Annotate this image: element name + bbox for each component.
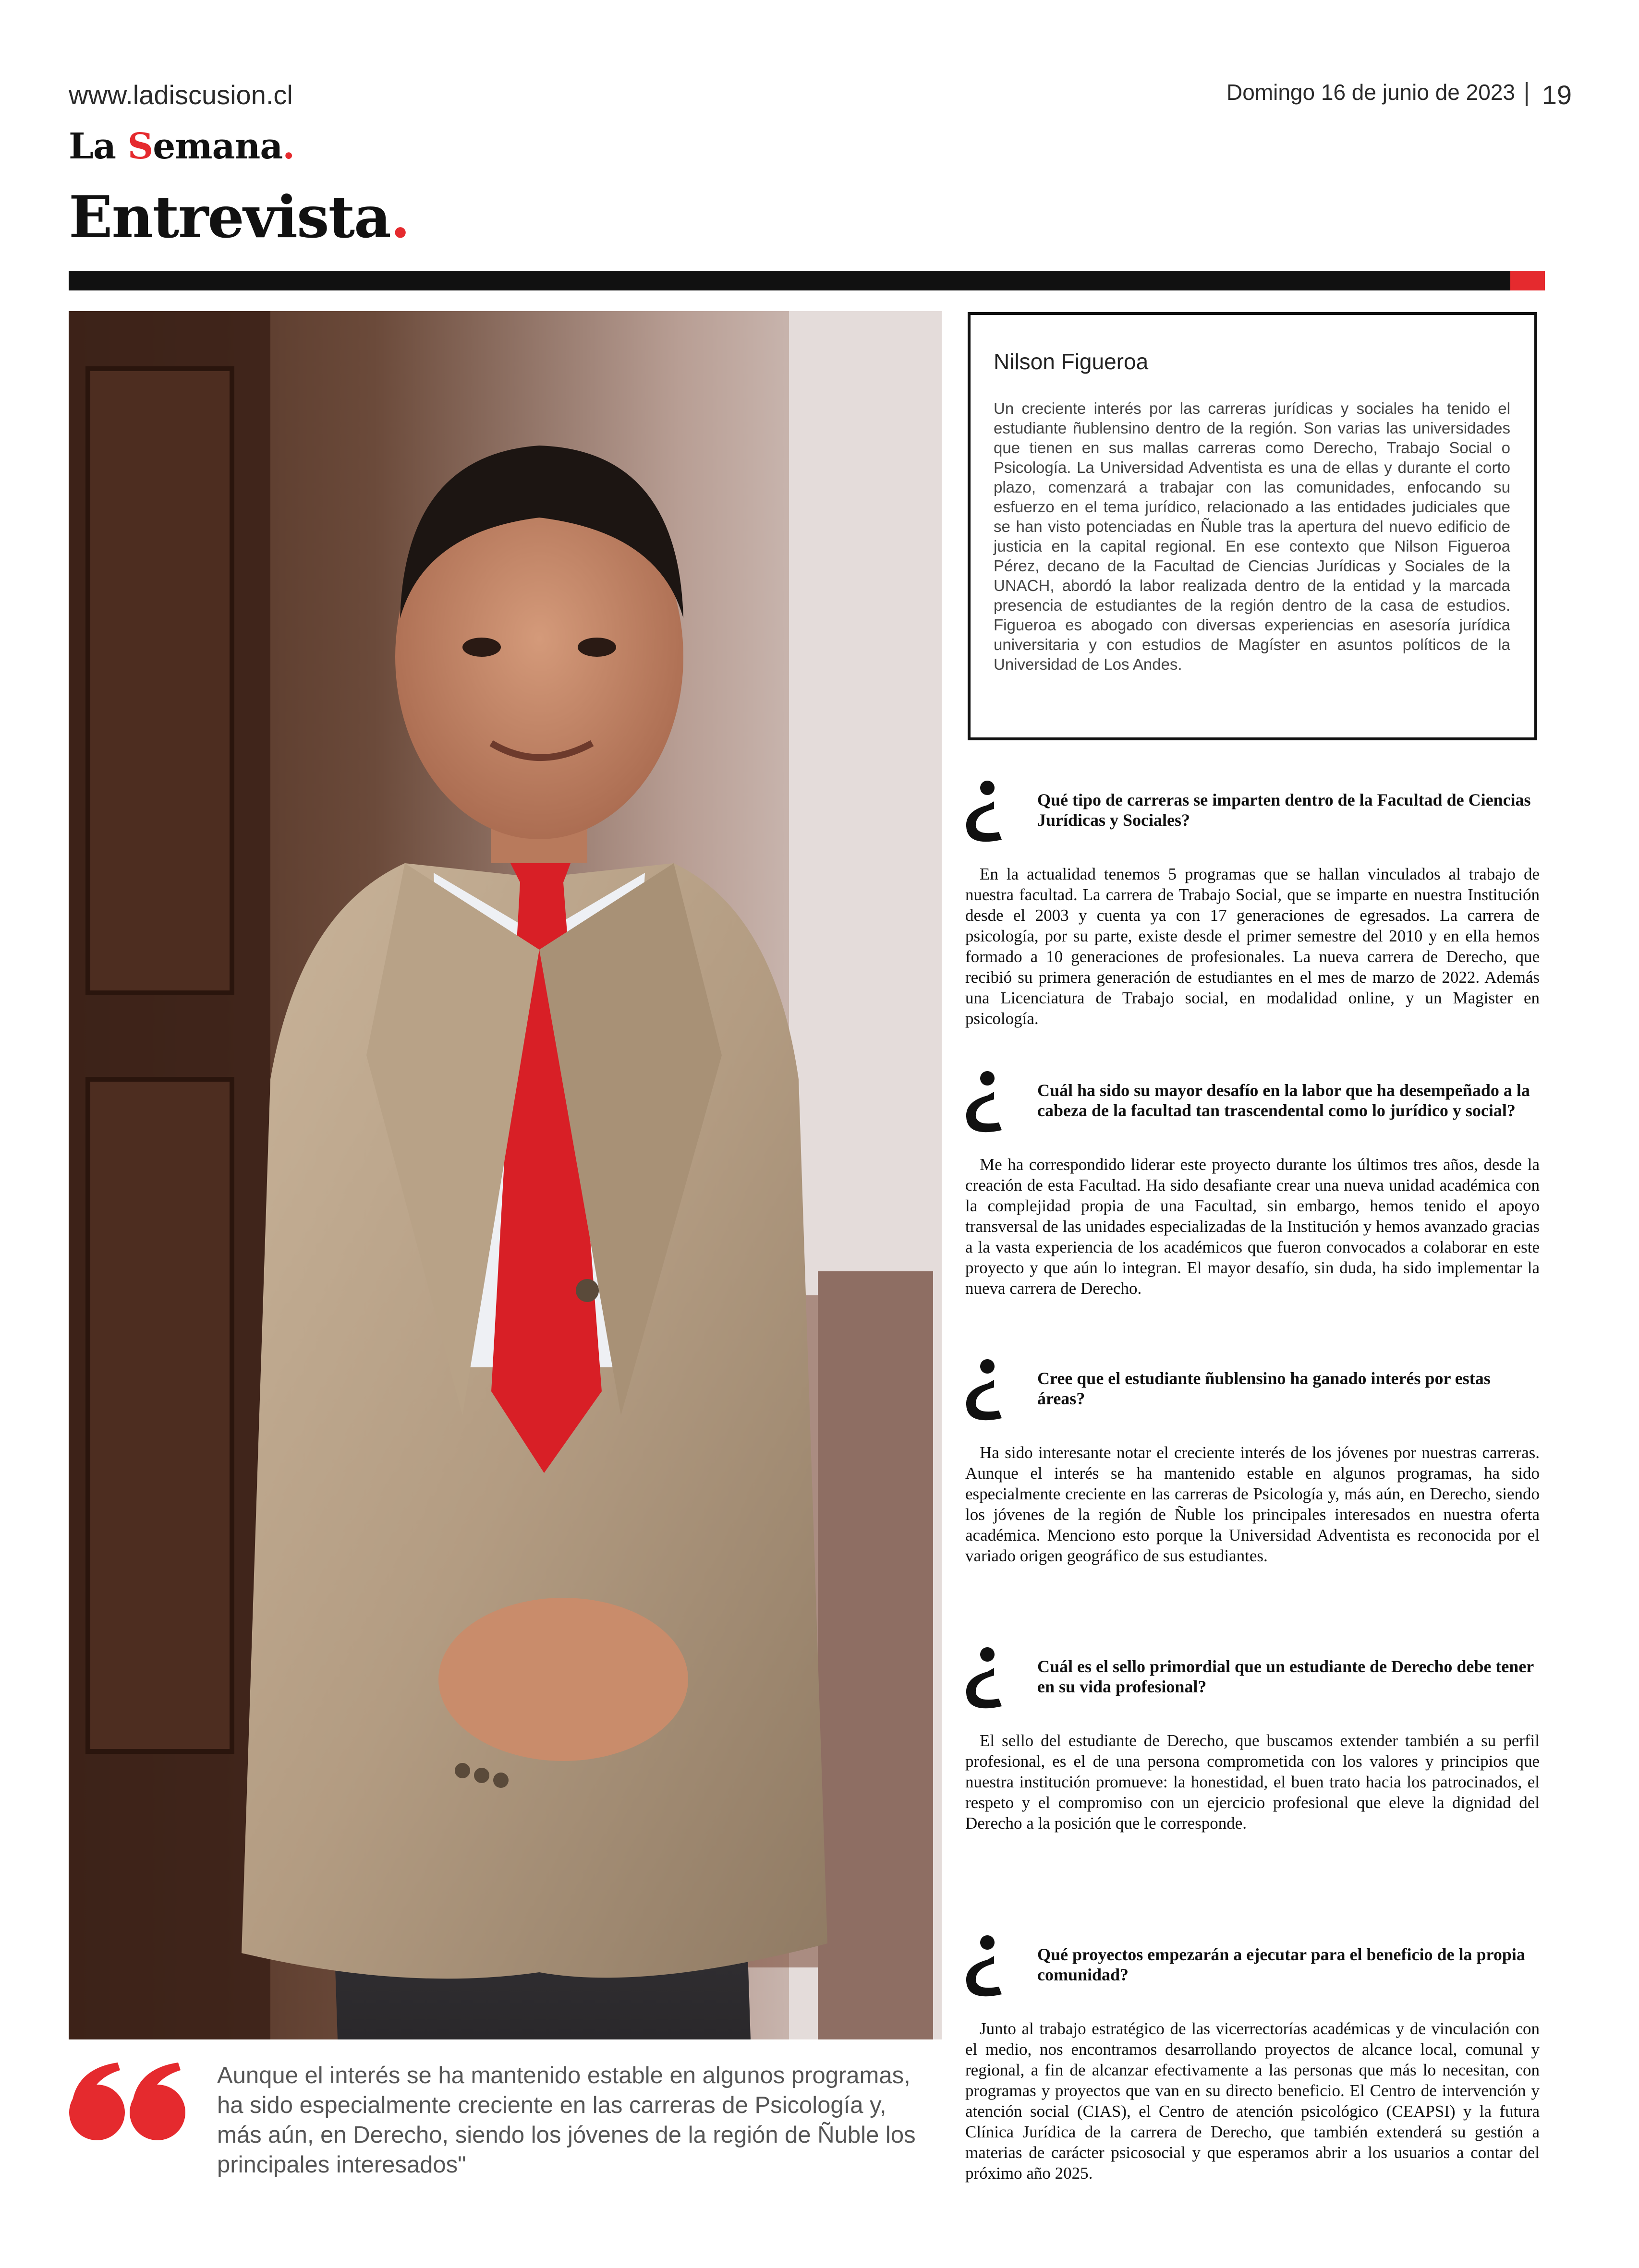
- site-url[interactable]: www.ladiscusion.cl: [69, 80, 293, 110]
- publication-date: Domingo 16 de junio de 2023: [1226, 80, 1515, 105]
- answer-text: Ha sido interesante notar el creciente interés de los jóvenes por nuestras carreras. Aunque el interés se ha mantenido estable en algunos programas, ha sido especialmente creciente en las carreras de Psicología y, más aún, en Derecho, siendo los jóvenes de la región de Ñuble los principales interesados en nuestra oferta académica. Menciono esto porque la Universidad Adventista es reconocida por el variado origen geográfico de sus estudiantes.: [965, 1443, 1540, 1565]
- answer-text: Junto al trabajo estratégico de las vicerrectorías académicas y de vinculación con el medio, nos encontramos desarrollando proyectos de alcance local, comunal y regional, a fin de alcanzar efectivamente a las personas que más lo necesitan, con programas y proyectos que van en su directo beneficio. El Centro de intervención y atención social (CIAS), el Centro de atención psicológico (CEAPSI) y la futura Clínica Jurídica de la carrera de Derecho, que también extenderá su gestión a materias de carácter psicosocial y que esperamos abrir a los usuarios a contar del próximo año 2025.: [965, 2019, 1540, 2183]
- question-mark-icon: [965, 1647, 1002, 1709]
- section-name-red-letter: S: [127, 126, 153, 167]
- interviewee-name: Nilson Figueroa: [994, 349, 1149, 374]
- question-mark-icon: [965, 1935, 1002, 1997]
- article-kicker: [69, 183, 410, 251]
- section-name-part2: emana: [153, 126, 283, 167]
- date-line: [1226, 79, 1538, 106]
- quote-mark-icon: [67, 2060, 187, 2141]
- question-mark-icon: [965, 1071, 1002, 1133]
- date-separator: [1526, 82, 1528, 106]
- question-text: Qué proyectos empezarán a ejecutar para el beneficio de la propia comunidad?: [1037, 1945, 1525, 1984]
- page-number: 19: [1542, 80, 1572, 110]
- question-text: Qué tipo de carreras se imparten dentro de la Facultad de Ciencias Jurídicas y Sociales?: [1037, 790, 1531, 830]
- qa-block-2: [965, 1071, 1540, 1299]
- question-text: Cuál ha sido su mayor desafío en la labor que ha desempeñado a la cabeza de la facultad tan trascendental como lo jurídico y social?: [1037, 1081, 1530, 1120]
- pull-quote: Aunque el interés se ha mantenido estable en algunos programas, ha sido especialmente creciente en las carreras de Psicología y, más aún, en Derecho, siendo los jóvenes de la región de Ñuble los principales interesados": [217, 2063, 916, 2178]
- question-mark-icon: [965, 1359, 1002, 1421]
- kicker-dot: .: [390, 183, 410, 251]
- section-name: [69, 126, 294, 167]
- portrait-photo: [69, 311, 942, 2039]
- section-name-part1: La: [69, 126, 128, 167]
- lead-box: [968, 312, 1537, 740]
- header-rule-accent: [1510, 271, 1545, 290]
- answer-text: En la actualidad tenemos 5 programas que se hallan vinculados al trabajo de nuestra facultad. La carrera de Trabajo Social, que se imparte en nuestra Institución desde el 2003 y cuenta ya con 17 generaciones de egresados. La carrera de psicología, por su parte, existe desde el primer semestre del 2010 y en ella hemos formado a 10 generaciones de profesionales. La nueva carrera de Derecho, que recibió su primera generación de estudiantes en el mes de marzo de 2022. Además una Licenciatura de Trabajo social, en modalidad online, y un Magister en psicología.: [965, 865, 1540, 1028]
- qa-block-5: [965, 1935, 1540, 2184]
- question-text: Cree que el estudiante ñublensino ha ganado interés por estas áreas?: [1037, 1369, 1491, 1408]
- section-name-dot: .: [282, 126, 295, 167]
- kicker-text: Entrevista: [69, 183, 390, 251]
- qa-block-4: [965, 1647, 1540, 1834]
- header-rule: [69, 271, 1510, 290]
- answer-text: Me ha correspondido liderar este proyecto durante los últimos tres años, desde la creación de esta Facultad. Ha sido desafiante crear una nueva unidad académica con la complejidad propia de una Facultad, sin embargo, hemos tenido el apoyo transversal de las unidades especializadas de la Institución y hemos avanzado gracias a la vasta experiencia de los académicos que fueron convocados a colaborar en este proyecto y que aún lo integran. El mayor desafío, sin duda, ha sido implementar la nueva carrera de Derecho.: [965, 1155, 1540, 1298]
- lead-paragraph: Un creciente interés por las carreras jurídicas y sociales ha tenido el estudiante ñublensino dentro de la región. Son varias las universidades que tienen en sus mallas carreras como Derecho, Trabajo Social o Psicología. La Universidad Adventista es una de ellas y durante el corto plazo, comenzará a trabajar con las comunidades, enfocando su esfuerzo en el tema jurídico, relacionado a las entidades judiciales que se han visto potenciadas en Ñuble tras la apertura del nuevo edificio de justicia en la capital regional. En ese contexto que Nilson Figueroa Pérez, decano de la Facultad de Ciencias Jurídicas y Sociales de la UNACH, abordó la labor realizada dentro de la entidad y la marcada presencia de estudiantes de la región dentro de la casa de estudios. Figueroa es abogado con diversas experiencias en asesoría jurídica universitaria y con estudios de Magíster en asuntos políticos de la Universidad de Los Andes.: [994, 399, 1510, 673]
- question-mark-icon: [965, 780, 1002, 843]
- qa-block-3: [965, 1359, 1540, 1566]
- question-text: Cuál es el sello primordial que un estudiante de Derecho debe tener en su vida profesional?: [1037, 1657, 1534, 1696]
- qa-block-1: [965, 780, 1540, 1029]
- answer-text: El sello del estudiante de Derecho, que buscamos extender también a su perfil profesional, es el de una persona comprometida con los valores y principios que nuestra institución promueve: la honestidad, el buen trato hacia los patrocinados, el respeto y el compromiso con un ejercicio profesional que eleve la dignidad del Derecho a la posición que le corresponde.: [965, 1731, 1540, 1833]
